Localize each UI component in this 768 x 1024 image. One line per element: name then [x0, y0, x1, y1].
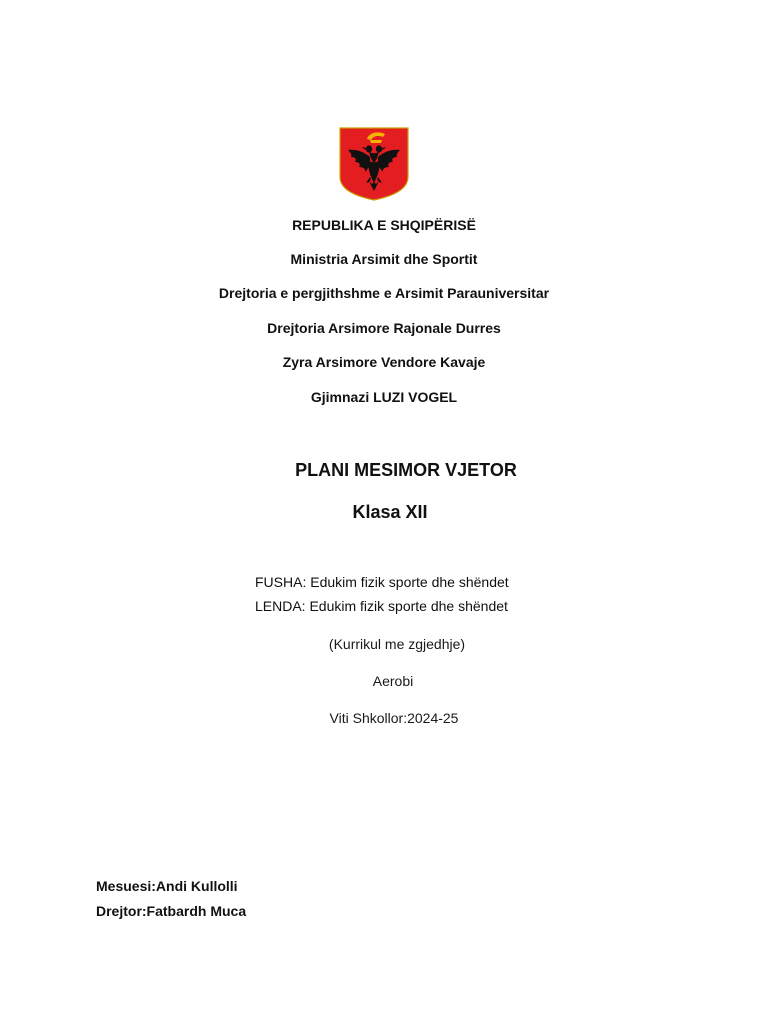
school-year: Viti Shkollor:2024-25	[329, 710, 459, 726]
class-title: Klasa XII	[352, 502, 428, 522]
albanian-coat-of-arms-icon	[339, 127, 409, 201]
header-regional-directorate: Drejtoria Arsimore Rajonale Durres	[267, 320, 501, 336]
header-ministry: Ministria Arsimit dhe Sportit	[290, 251, 478, 267]
page-title: PLANI MESIMOR VJETOR	[295, 460, 517, 480]
header-general-directorate: Drejtoria e pergjithshme e Arsimit Parauniversitar	[218, 285, 550, 301]
subject-name: Aerobi	[372, 673, 414, 689]
subject-line: LENDA: Edukim fizik sporte dhe shëndet	[255, 598, 508, 614]
field-line: FUSHA: Edukim fizik sporte dhe shëndet	[255, 574, 509, 590]
header-school: Gjimnazi LUZI VOGEL	[310, 389, 458, 405]
curriculum-note: (Kurrikul me zgjedhje)	[328, 636, 466, 652]
header-republic: REPUBLIKA E SHQIPËRISË	[292, 217, 476, 233]
director-signature: Drejtor:Fatbardh Muca	[96, 903, 247, 919]
teacher-signature: Mesuesi:Andi Kullolli	[96, 878, 238, 894]
header-local-office: Zyra Arsimore Vendore Kavaje	[282, 354, 486, 370]
